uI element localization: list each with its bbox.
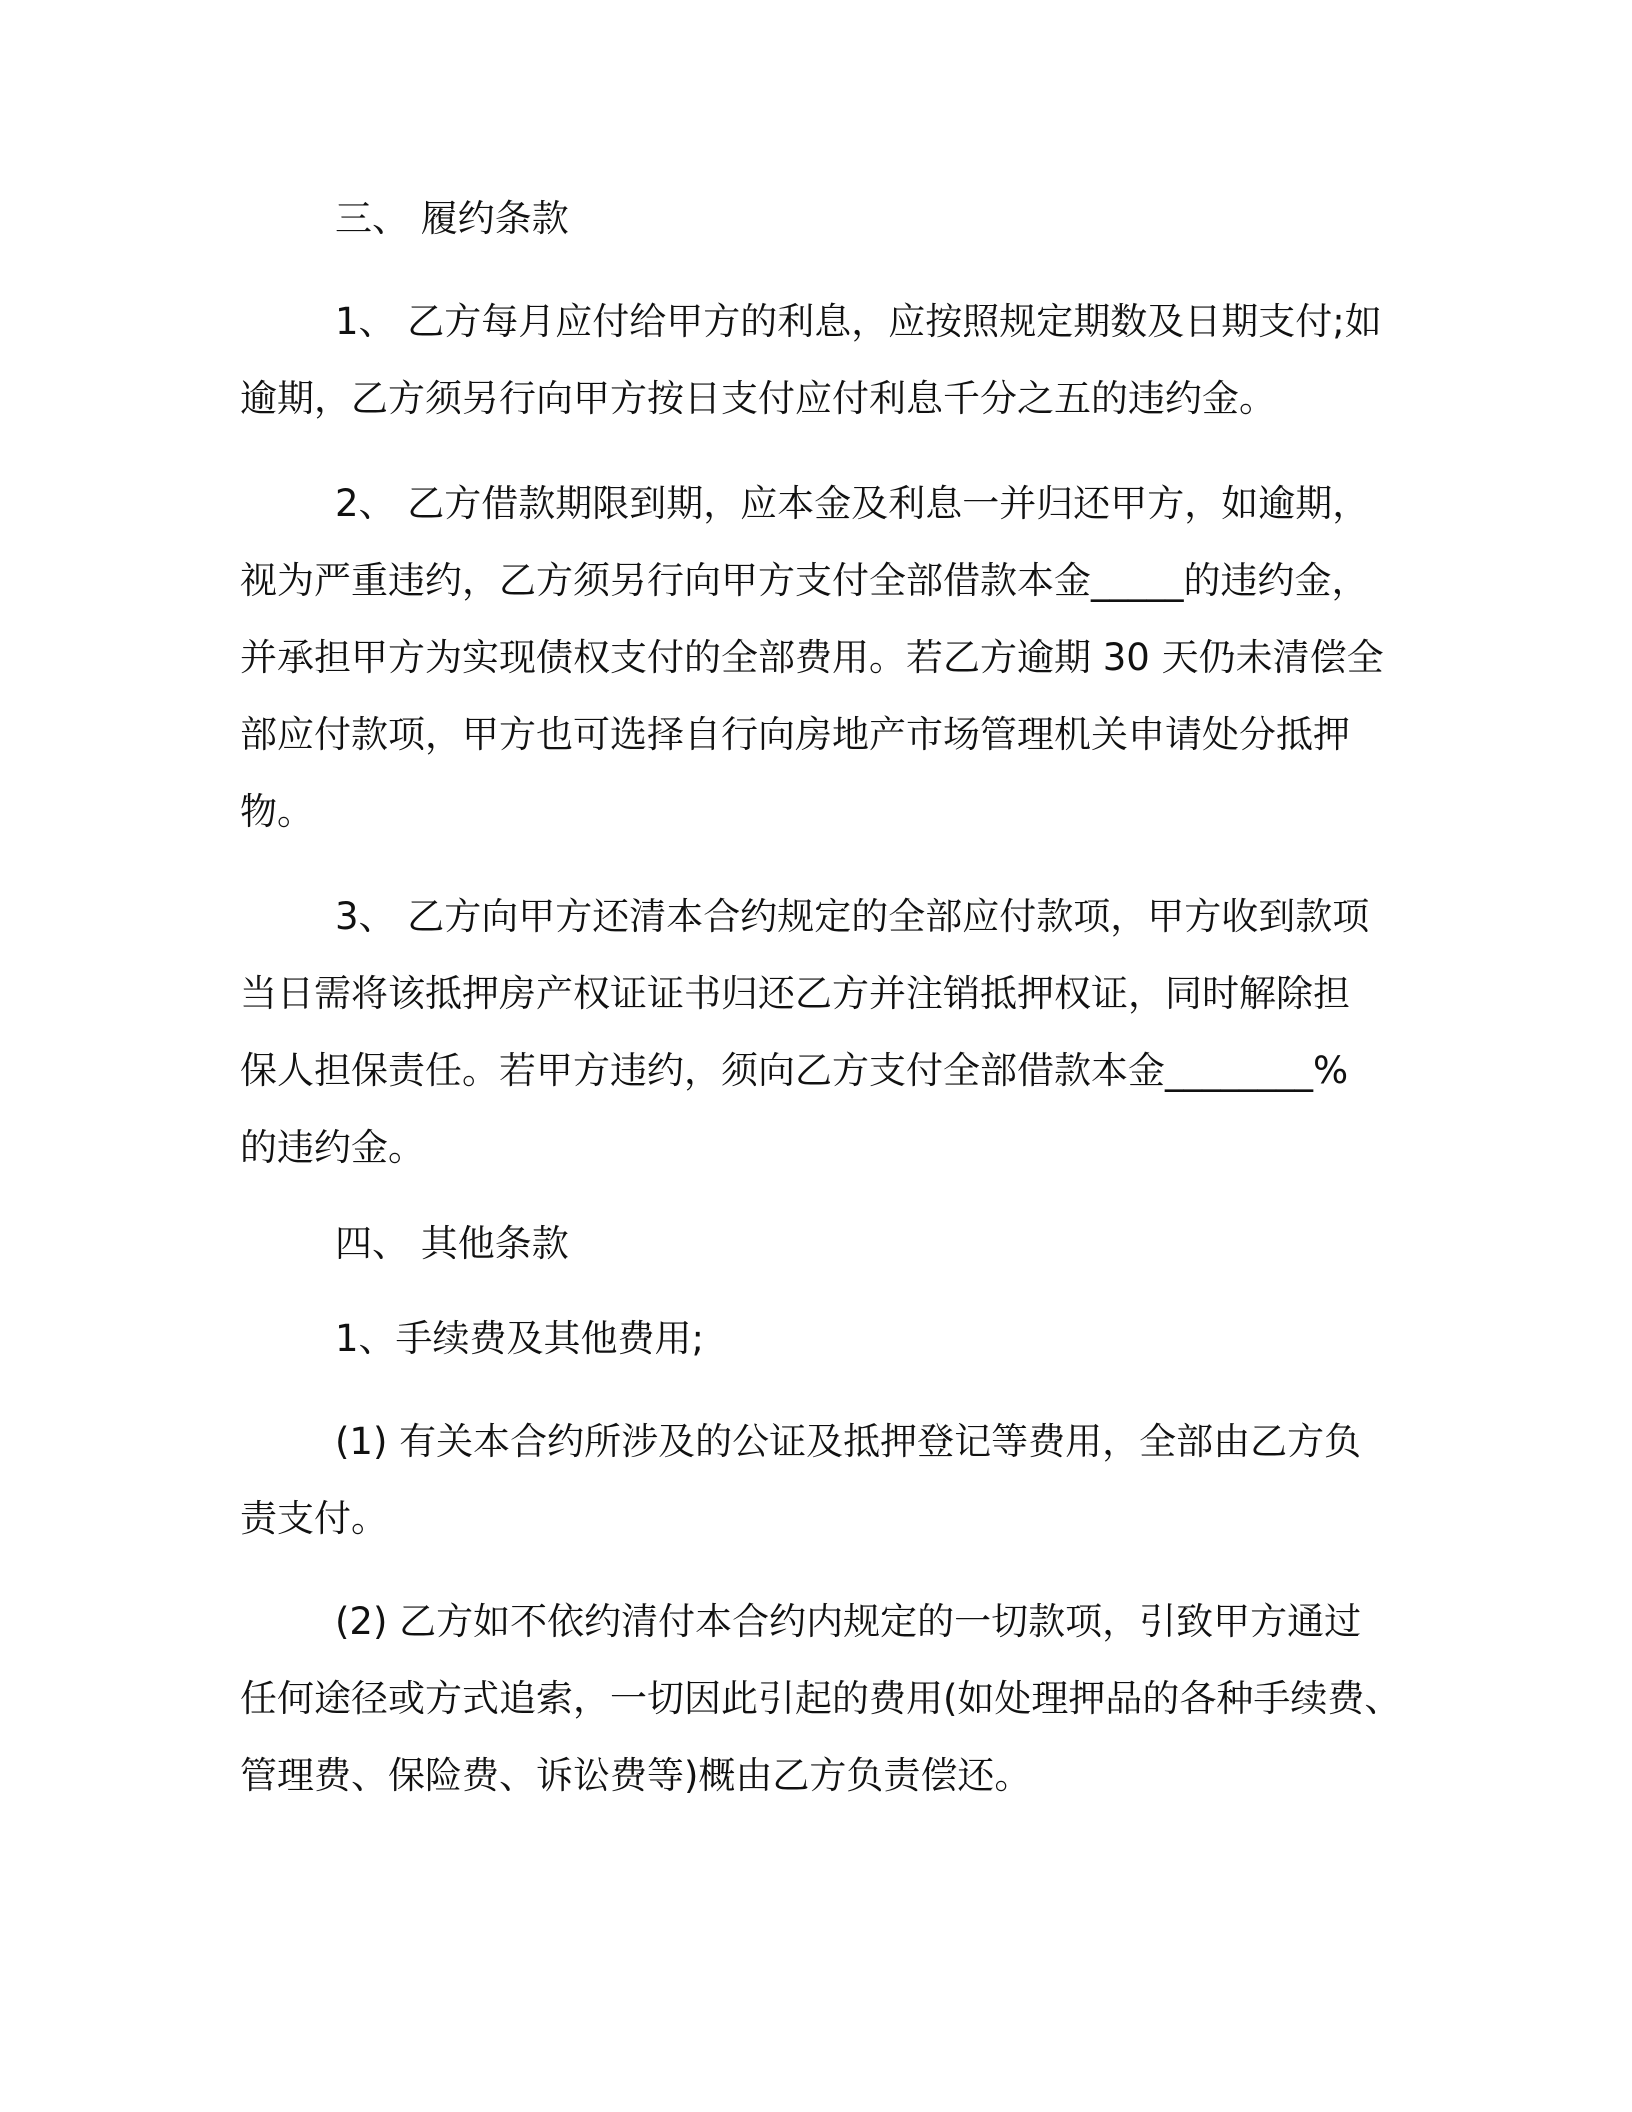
paragraph-line: 并承担甲方为实现债权支付的全部费用。若乙方逾期 30 天仍未清偿全: [240, 636, 1384, 679]
paragraph-line: 管理费、保险费、诉讼费等)概由乙方负责偿还。: [240, 1754, 1032, 1797]
paragraph-line: 1、 乙方每月应付给甲方的利息，应按照规定期数及日期支付;如: [335, 300, 1382, 343]
section4-item-1: [240, 1300, 1400, 1377]
paragraph-line: 的违约金。: [240, 1126, 425, 1169]
paragraph-line: 物。: [240, 790, 314, 833]
paragraph-line: 1、手续费及其他费用;: [335, 1317, 705, 1360]
section3-heading: [240, 180, 1400, 257]
paragraph-line: 当日需将该抵押房产权证证书归还乙方并注销抵押权证，同时解除担: [240, 972, 1350, 1015]
heading-text: 三、 履约条款: [335, 197, 569, 240]
paragraph-line: (2) 乙方如不依约清付本合约内规定的一切款项，引致甲方通过: [335, 1600, 1362, 1643]
paragraph-line: 2、 乙方借款期限到期，应本金及利息一并归还甲方，如逾期，: [335, 482, 1370, 525]
section4-heading: [240, 1205, 1400, 1282]
paragraph-line: 任何途径或方式追索，一切因此引起的费用(如处理押品的各种手续费、: [240, 1677, 1402, 1720]
paragraph-line: (1) 有关本合约所涉及的公证及抵押登记等费用，全部由乙方负: [335, 1420, 1362, 1463]
paragraph-line: 责支付。: [240, 1497, 388, 1540]
clause-1: [240, 283, 1400, 437]
clause-3: [240, 878, 1400, 1186]
paragraph-line: 保人担保责任。若甲方违约，须向乙方支付全部借款本金________%: [240, 1049, 1349, 1092]
paragraph-line: 部应付款项，甲方也可选择自行向房地产市场管理机关申请处分抵押: [240, 713, 1350, 756]
clause-2: [240, 465, 1400, 850]
paragraph-line: 视为严重违约，乙方须另行向甲方支付全部借款本金_____的违约金，: [240, 559, 1369, 602]
paragraph-line: 逾期，乙方须另行向甲方按日支付应付利息千分之五的违约金。: [240, 377, 1276, 420]
paragraph-line: 3、 乙方向甲方还清本合约规定的全部应付款项，甲方收到款项: [335, 895, 1370, 938]
section4-subitem-2: [240, 1583, 1400, 1814]
heading-text: 四、 其他条款: [335, 1222, 569, 1265]
section4-subitem-1: [240, 1403, 1400, 1557]
